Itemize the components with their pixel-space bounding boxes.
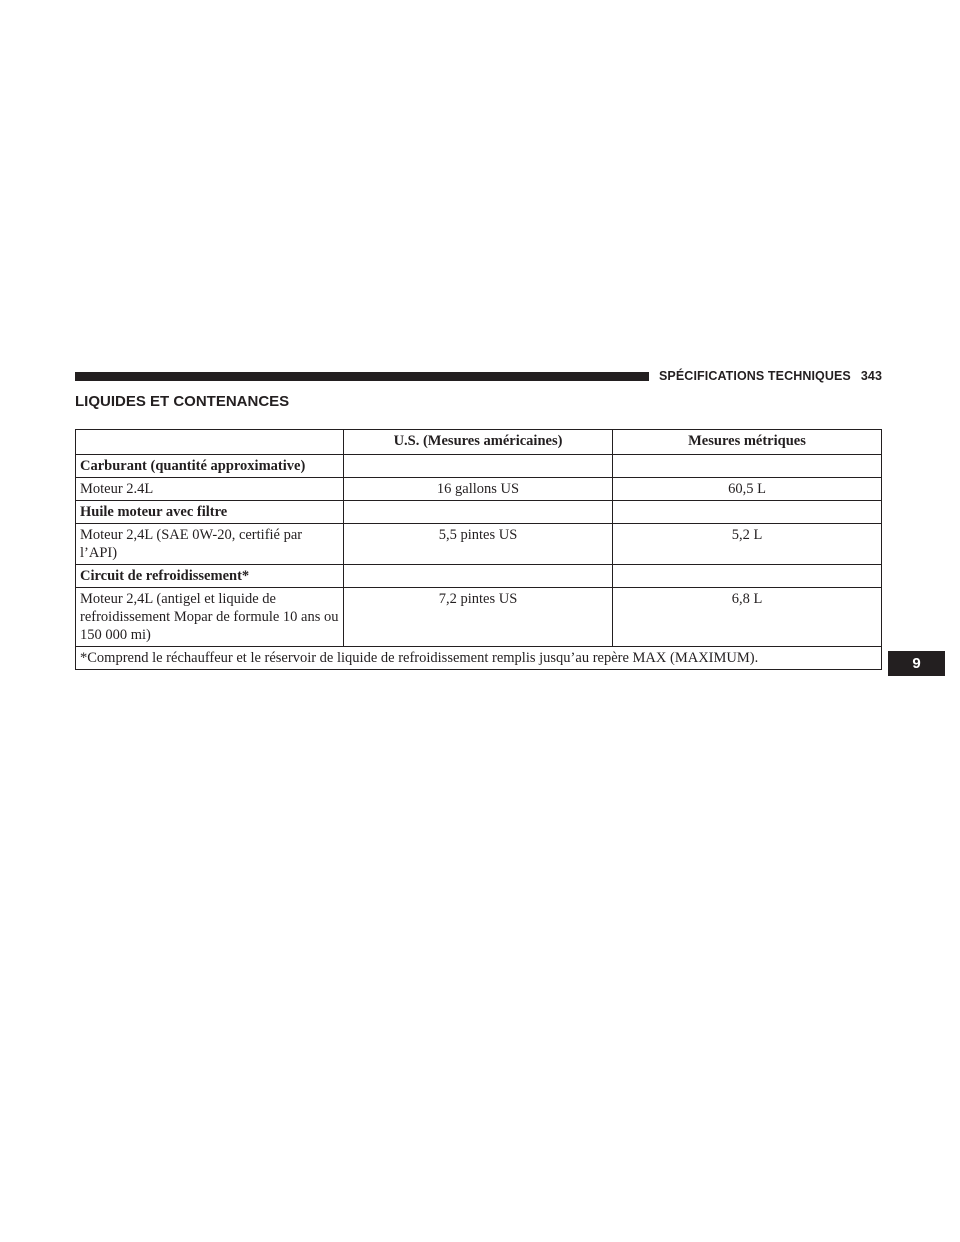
table-row	[76, 588, 882, 647]
row-us-value	[344, 501, 613, 524]
table-row	[76, 524, 882, 565]
page-number: 343	[860, 369, 883, 383]
column-header-metric: Mesures métriques	[613, 430, 882, 455]
row-metric-value	[613, 455, 882, 478]
running-header	[659, 368, 882, 384]
row-metric-value	[613, 565, 882, 588]
column-header-us: U.S. (Mesures américaines)	[344, 430, 613, 455]
table-row	[76, 455, 882, 478]
row-us-value	[344, 455, 613, 478]
row-metric-value: 6,8 L	[613, 588, 882, 647]
column-header-label	[76, 430, 344, 455]
header-rule	[75, 372, 649, 381]
header-section-title: SPÉCIFICATIONS TECHNIQUES	[659, 369, 851, 383]
row-us-value: 5,5 pintes US	[344, 524, 613, 565]
row-label: Carburant (quantité approximative)	[76, 455, 344, 478]
table-footnote: *Comprend le réchauffeur et le réservoir de liquide de refroidissement remplis jusqu’au repère MAX (MAXIMUM).	[76, 647, 882, 670]
row-label: Huile moteur avec filtre	[76, 501, 344, 524]
row-label: Moteur 2,4L (SAE 0W-20, certifié par l’API)	[76, 524, 344, 565]
row-label: Moteur 2,4L (antigel et liquide de refroidissement Mopar de formule 10 ans ou 150 000 mi)	[76, 588, 344, 647]
row-metric-value: 5,2 L	[613, 524, 882, 565]
table-row	[76, 501, 882, 524]
row-label: Moteur 2.4L	[76, 478, 344, 501]
table-footnote-row	[76, 647, 882, 670]
fluids-capacities-table	[75, 429, 882, 670]
section-title: LIQUIDES ET CONTENANCES	[75, 393, 290, 410]
row-us-value: 7,2 pintes US	[344, 588, 613, 647]
chapter-tab: 9	[888, 651, 945, 676]
table-header-row	[76, 430, 882, 455]
row-metric-value: 60,5 L	[613, 478, 882, 501]
row-label: Circuit de refroidissement*	[76, 565, 344, 588]
row-us-value	[344, 565, 613, 588]
row-metric-value	[613, 501, 882, 524]
table-row	[76, 565, 882, 588]
row-us-value: 16 gallons US	[344, 478, 613, 501]
table-row	[76, 478, 882, 501]
